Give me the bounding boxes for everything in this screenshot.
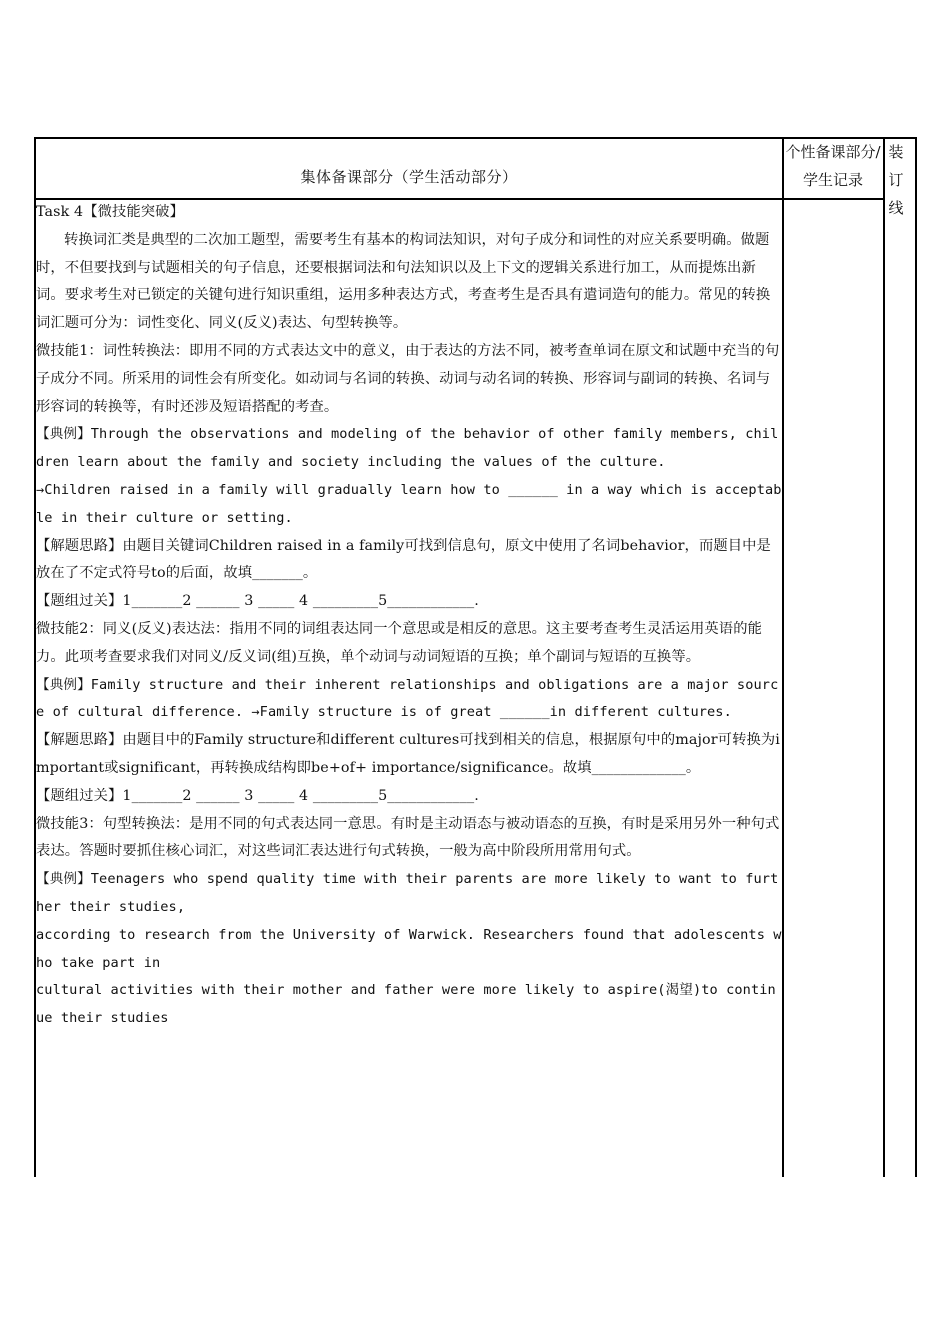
intro-paragraph: 转换词汇类是典型的二次加工题型，需要考生有基本的构词法知识，对句子成分和词性的对应关系要明确。做题时，不但要找到与试题相关的句子信息，还要根据词法和句法知识以及上下文的逻辑关系进行加工，从而提炼出新词。要求考生对已锁定的关键句进行知识重组，运用多种表达方式，考查考生是否具有遣词造句的能力。常见的转换词汇题可分为：词性变化、同义(反义)表达、句型转换等。 <box>36 231 771 332</box>
example-1-transform: →Children raised in a family will gradually learn how to ______ in a way which is acceptable in their culture or setting. <box>36 481 782 526</box>
table-right-border <box>915 137 917 1177</box>
example-2-sentence: 【典例】Family structure and their inherent relationships and obligations are a major source of cultural difference. →Family structure is of great ______in different cultures. <box>36 676 779 721</box>
binding-line-label: 装订线 <box>888 143 904 217</box>
main-column-header: 集体备课部分（学生活动部分） <box>300 168 518 186</box>
practice-2-blanks: 【题组过关】1_______2 ______ 3 _____ 4 _________5____________. <box>36 787 479 804</box>
practice-1-blanks: 【题组过关】1_______2 ______ 3 _____ 4 _________5____________. <box>36 593 479 610</box>
example-3-line-1: 【典例】Teenagers who spend quality time with their parents are more likely to want to further their studies, <box>36 871 779 915</box>
skill-3-paragraph: 微技能3：句型转换法：是用不同的句式表达同一意思。有时是主动语态与被动语态的互换，有时是采用另外一种句式表达。答题时要抓住核心词汇，对这些词汇表达进行句式转换，一般为高中阶段所用常用句式。 <box>36 815 780 860</box>
skill-2-paragraph: 微技能2：同义(反义)表达法：指用不同的词组表达同一个意思或是相反的意思。这主要考查考生灵活运用英语的能力。此项考查要求我们对同义/反义词(组)互换，单个动词与动词短语的互换；单个副词与短语的互换等。 <box>36 620 762 665</box>
example-3-line-3: cultural activities with their mother and father were more likely to aspire(渴望)to continue their studies <box>36 982 776 1027</box>
task-heading: Task 4【微技能突破】 <box>36 204 184 220</box>
example-1-analysis: 【解题思路】由题目关键词Children raised in a family可找到信息句，原文中使用了名词behavior，而题目中是放在了不定式符号to的后面，故填_______。 <box>36 537 771 582</box>
skill-1-paragraph: 微技能1：词性转换法：即用不同的方式表达文中的意义，由于表达的方法不同，被考查单词在原文和试题中充当的句子成分不同。所采用的词性会有所变化。如动词与名词的转换、动词与动名词的转换、形容词与副词的转换、名词与形容词的转换等，有时还涉及短语搭配的考查。 <box>36 342 780 415</box>
example-2-analysis: 【解题思路】由题目中的Family structure和different cultures可找到相关的信息，根据原句中的major可转换为important或significant，再转换成结构即be+of+ importance/significance。故填_____________。 <box>36 732 780 776</box>
example-3-line-2: according to research from the University of Warwick. Researchers found that adolescents who take part in <box>36 926 782 971</box>
example-1-sentence: 【典例】Through the observations and modeling of the behavior of other family members, children learn about the family and society including the values of the culture. <box>36 426 779 471</box>
side-column-header: 个性备课部分/学生记录 <box>785 143 881 189</box>
column-divider-side <box>883 137 885 1177</box>
lesson-content <box>36 199 784 1033</box>
